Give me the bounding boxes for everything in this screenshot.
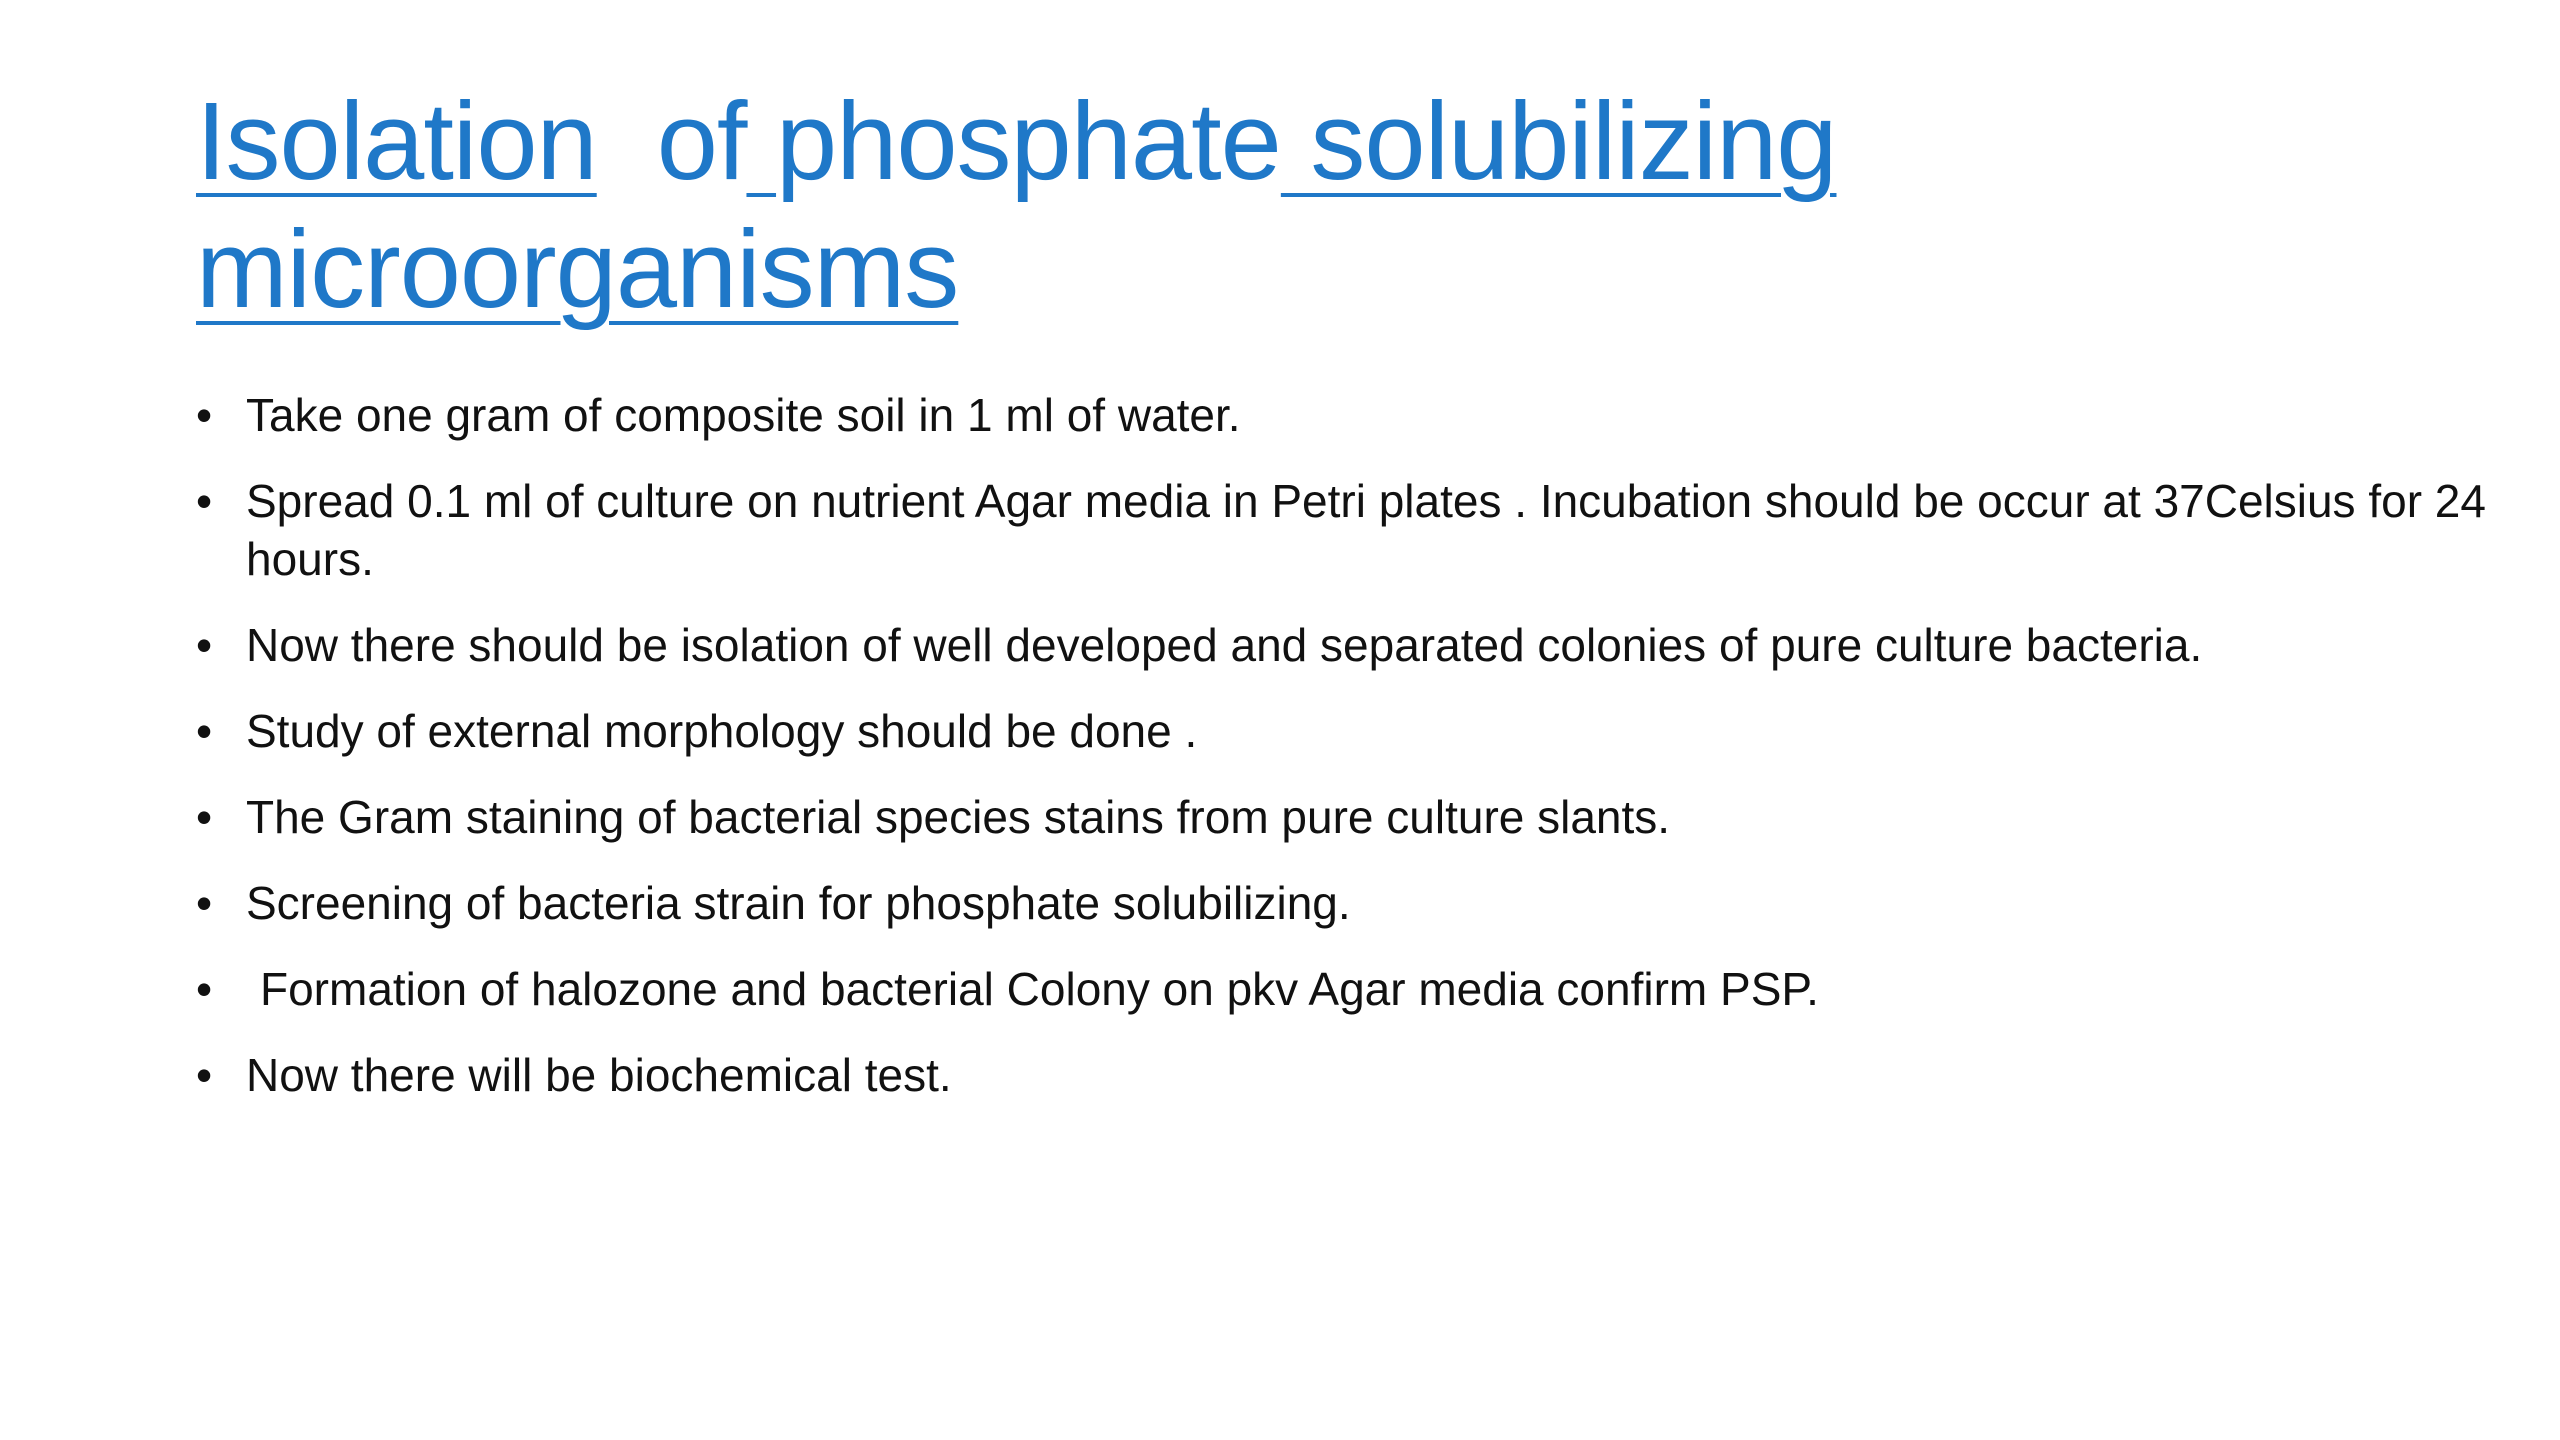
title-underscore [746, 80, 776, 203]
bullet-icon: • [196, 475, 213, 527]
bullet-icon: • [196, 1049, 213, 1101]
bullet-text: Now there will be biochemical test. [246, 1049, 952, 1101]
bullet-text: Formation of halozone and bacterial Colony on pkv Agar media confirm PSP. [260, 963, 1819, 1015]
bullet-text: Screening of bacteria strain for phosphate solubilizing. [246, 877, 1351, 929]
bullet-text: Study of external morphology should be done . [246, 705, 1198, 757]
list-item [196, 960, 2496, 1018]
bullet-list [196, 386, 2496, 1132]
bullet-text: The Gram staining of bacterial species stains from pure culture slants. [246, 791, 1671, 843]
bullet-icon: • [196, 389, 213, 441]
bullet-icon: • [196, 705, 213, 757]
list-item [196, 1046, 2496, 1104]
bullet-text: Spread 0.1 ml of culture on nutrient Agar media in Petri plates . Incubation should be occur at 37Celsius for 24 hours. [246, 475, 2486, 585]
bullet-icon: • [196, 877, 213, 929]
slide-title [196, 78, 2396, 334]
bullet-icon: • [196, 619, 213, 671]
bullet-icon: • [196, 791, 213, 843]
title-word-microorganisms: microorganisms [196, 208, 959, 331]
list-item [196, 788, 2496, 846]
title-word-solubilizing: solubilizing [1280, 80, 1837, 203]
bullet-text: Now there should be isolation of well developed and separated colonies of pure culture bacteria. [246, 619, 2203, 671]
title-word-of: of [656, 80, 747, 203]
title-word-phosphate: phosphate [776, 80, 1281, 203]
list-item [196, 386, 2496, 444]
list-item [196, 874, 2496, 932]
title-word-isolation: Isolation [196, 80, 597, 203]
list-item [196, 702, 2496, 760]
bullet-text: Take one gram of composite soil in 1 ml of water. [246, 389, 1241, 441]
bullet-icon: • [196, 963, 213, 1015]
list-item [196, 472, 2496, 588]
list-item [196, 616, 2496, 674]
